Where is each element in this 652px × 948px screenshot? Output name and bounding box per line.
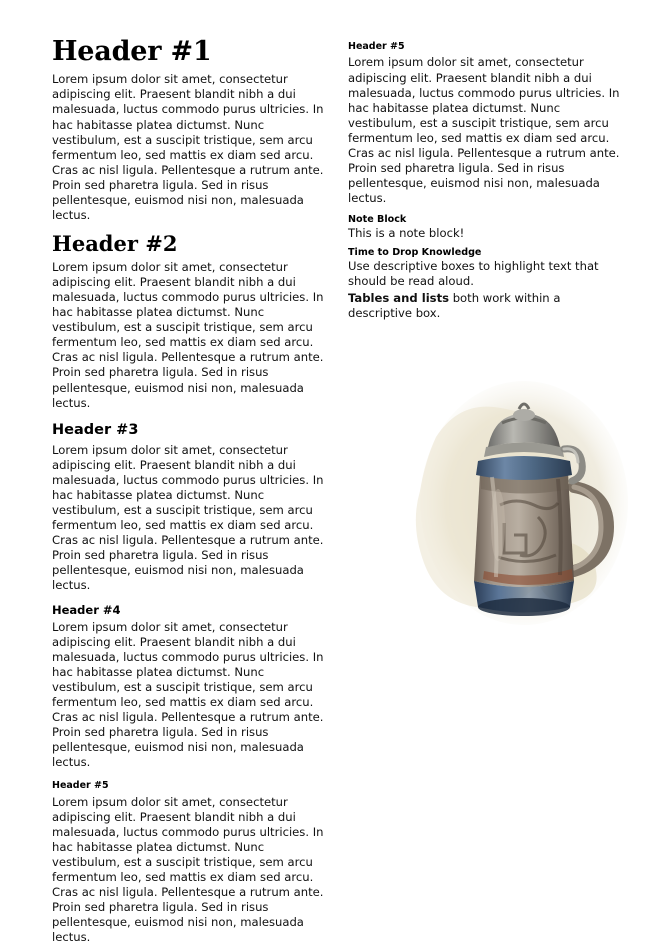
descriptive-block-text: Use descriptive boxes to highlight text that should be read aloud. (348, 259, 599, 289)
heading-level-3: Header #3 (52, 421, 139, 438)
heading-level-5: Header #5 (348, 41, 405, 52)
descriptive-block-title: Time to Drop Knowledge (348, 247, 482, 259)
heading-level-5: Header #5 (52, 780, 109, 792)
left-column (52, 38, 324, 948)
two-column-layout (52, 36, 620, 948)
section-header-5 (52, 781, 324, 945)
descriptive-block-trailing-text: both work within a descriptive box. (348, 291, 561, 321)
note-block-title: Note Block (348, 214, 407, 226)
heading-level-4: Header #4 (52, 603, 121, 618)
heading-level-2: Header #2 (52, 230, 178, 256)
body-paragraph: Lorem ipsum dolor sit amet, consectetur adipiscing elit. Praesent blandit nibh a dui malesuada, luctus commodo purus ultricies. In hac habitasse platea dictumst. Nunc vestibulum, est a suscipit tristique, sem arcu fermentum leo, sed mattis ex diam sed arcu. Cras ac nisl ligula. Pellentesque a rutrum ante. Proin sed pharetra ligula. Sed in risus pellentesque, euismod nisi non, malesuada lectus. (52, 72, 324, 222)
right-column (348, 38, 620, 661)
descriptive-block-bold-lead: Tables and lists (348, 291, 450, 306)
note-block (348, 214, 620, 241)
body-paragraph: Lorem ipsum dolor sit amet, consectetur adipiscing elit. Praesent blandit nibh a dui malesuada, luctus commodo purus ultricies. In hac habitasse platea dictumst. Nunc vestibulum, est a suscipit tristique, sem arcu fermentum leo, sed mattis ex diam sed arcu. Cras ac nisl ligula. Pellentesque a rutrum ante. Proin sed pharetra ligula. Sed in risus pellentesque, euismod nisi non, malesuada lectus. (52, 260, 324, 410)
body-paragraph: Lorem ipsum dolor sit amet, consectetur adipiscing elit. Praesent blandit nibh a dui malesuada, luctus commodo purus ultricies. In hac habitasse platea dictumst. Nunc vestibulum, est a suscipit tristique, sem arcu fermentum leo, sed mattis ex diam sed arcu. Cras ac nisl ligula. Pellentesque a rutrum ante. Proin sed pharetra ligula. Sed in risus pellentesque, euismod nisi non, malesuada lectus. (52, 442, 324, 593)
page-title: Header #1 (52, 36, 212, 67)
section-header-4 (52, 604, 324, 770)
note-block-text: This is a note block! (348, 226, 465, 241)
beer-stein-illustration (388, 345, 652, 645)
section-header-2 (52, 230, 324, 411)
body-paragraph: Lorem ipsum dolor sit amet, consectetur adipiscing elit. Praesent blandit nibh a dui malesuada, luctus commodo purus ultricies. In hac habitasse platea dictumst. Nunc vestibulum, est a suscipit tristique, sem arcu fermentum leo, sed mattis ex diam sed arcu. Cras ac nisl ligula. Pellentesque a rutrum ante. Proin sed pharetra ligula. Sed in risus pellentesque, euismod nisi non, malesuada lectus. (52, 794, 324, 945)
body-paragraph: Lorem ipsum dolor sit amet, consectetur adipiscing elit. Praesent blandit nibh a dui malesuada, luctus commodo purus ultricies. In hac habitasse platea dictumst. Nunc vestibulum, est a suscipit tristique, sem arcu fermentum leo, sed mattis ex diam sed arcu. Cras ac nisl ligula. Pellentesque a rutrum ante. Proin sed pharetra ligula. Sed in risus pellentesque, euismod nisi non, malesuada lectus. (52, 619, 324, 770)
section-header-1 (52, 38, 324, 223)
descriptive-block-trailing (348, 291, 620, 321)
descriptive-block (348, 247, 620, 321)
section-right-header-5 (348, 42, 620, 206)
body-paragraph: Lorem ipsum dolor sit amet, consectetur adipiscing elit. Praesent blandit nibh a dui malesuada, luctus commodo purus ultricies. In hac habitasse platea dictumst. Nunc vestibulum, est a suscipit tristique, sem arcu fermentum leo, sed mattis ex diam sed arcu. Cras ac nisl ligula. Pellentesque a rutrum ante. Proin sed pharetra ligula. Sed in risus pellentesque, euismod nisi non, malesuada lectus. (348, 55, 620, 205)
section-header-3 (52, 423, 324, 594)
